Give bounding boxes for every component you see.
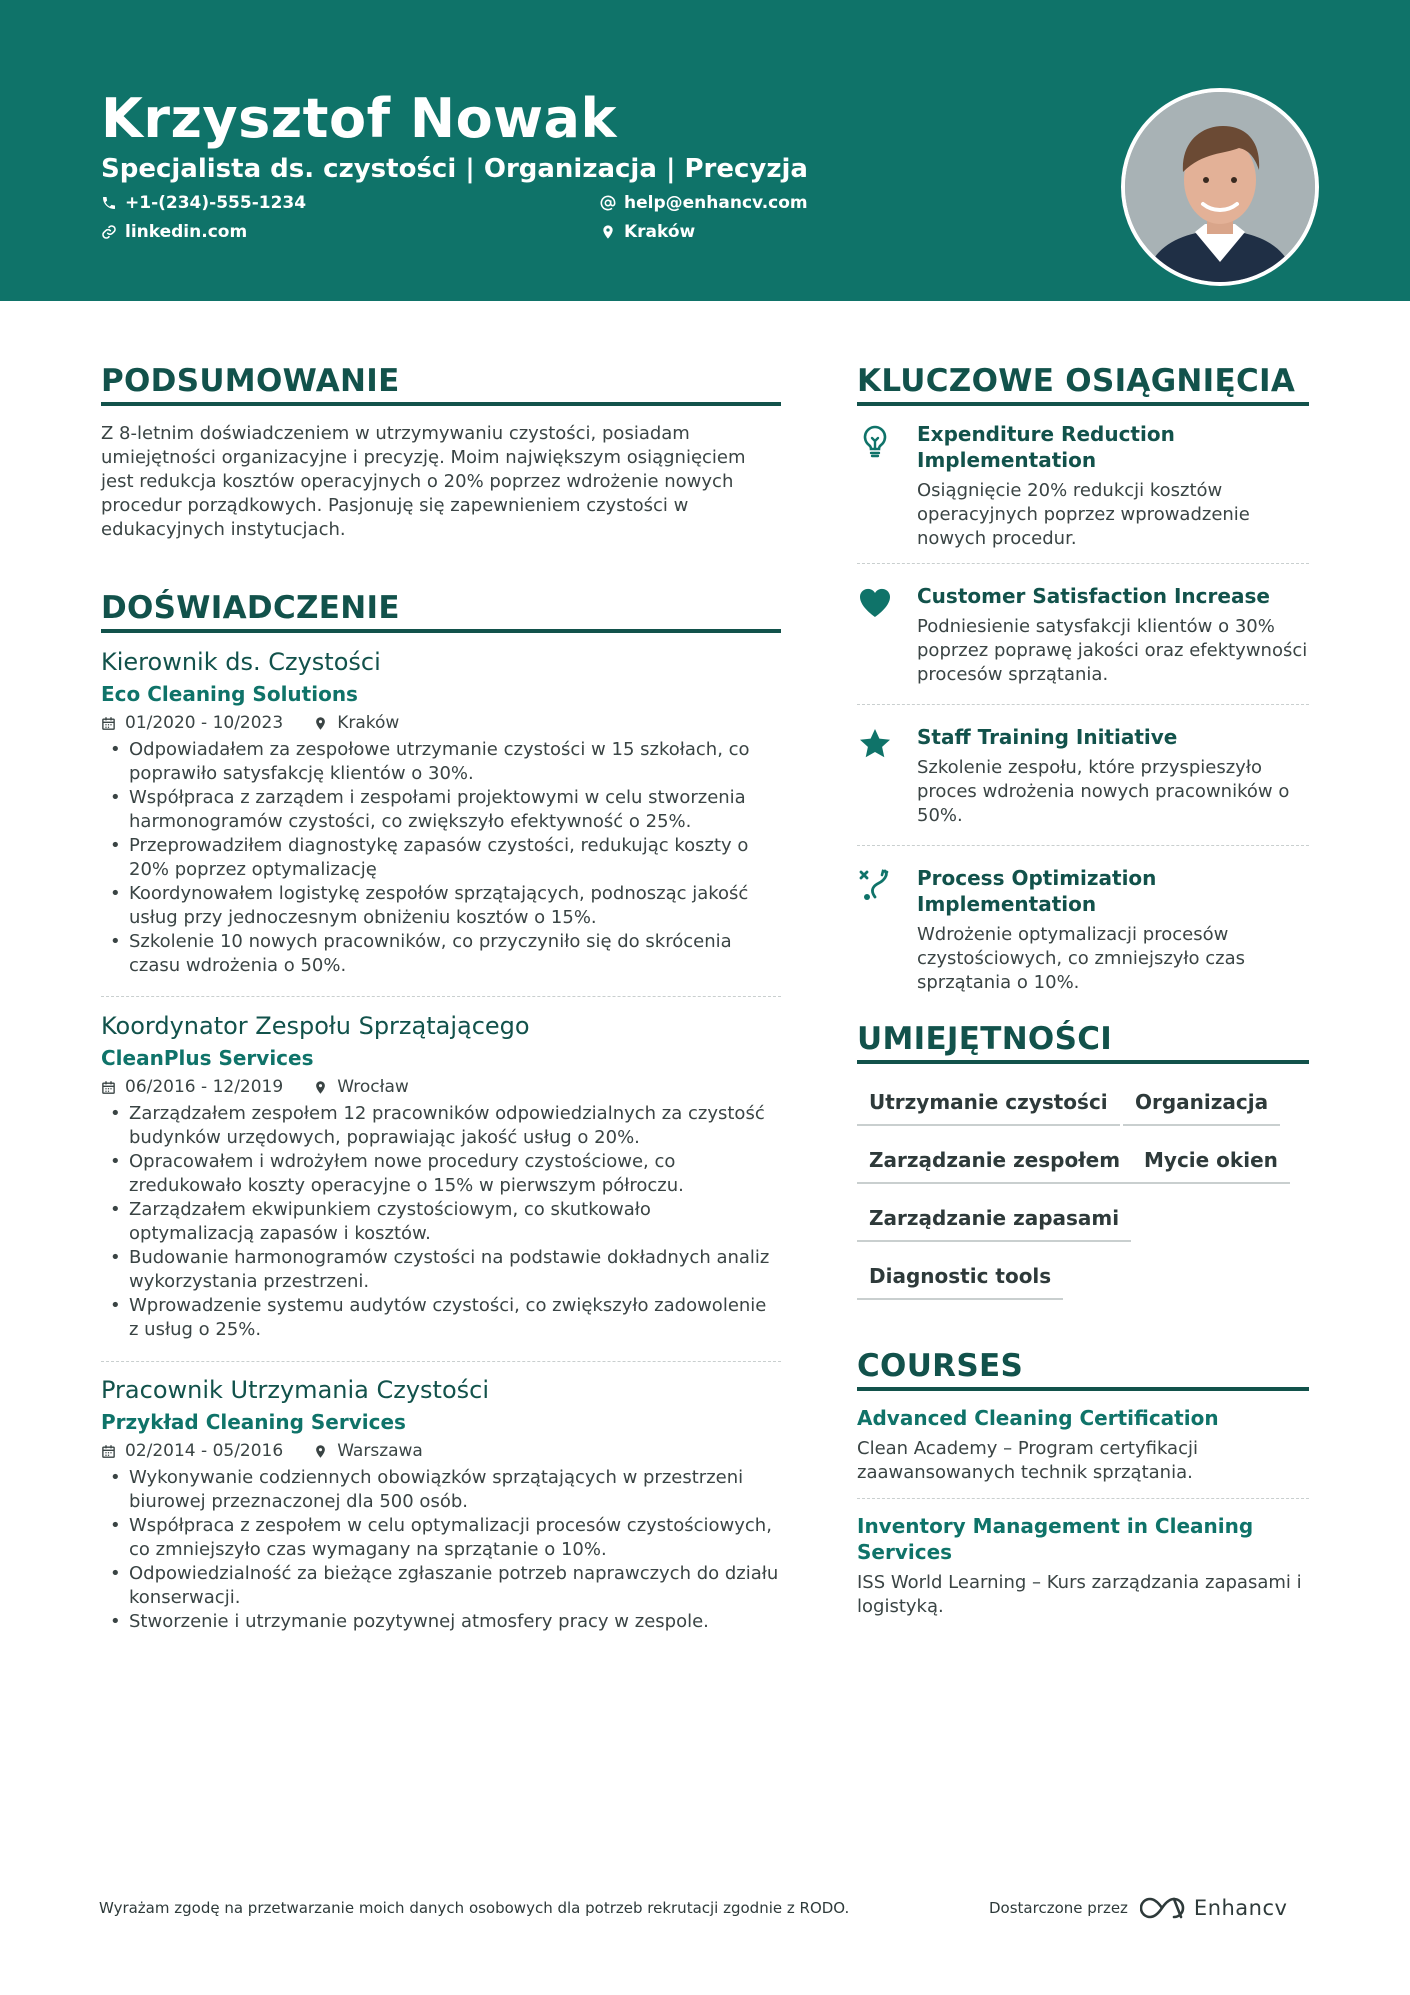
contact-location: [600, 220, 695, 244]
course-item: [857, 1405, 1309, 1485]
job-title: Pracownik Utrzymania Czystości: [101, 1376, 490, 1404]
star-icon: [857, 726, 897, 762]
summary-rule: [101, 402, 781, 406]
job-location: Wrocław: [337, 1077, 409, 1097]
route-icon: [857, 867, 897, 903]
job-bullet: • Wykonywanie codziennych obowiązków sprzątających w przestrzeni biurowej przeznaczonej dla 500 osób.: [101, 1466, 781, 1514]
job-entry: [101, 1374, 781, 1634]
map-pin-icon: [313, 716, 328, 731]
link-icon: [101, 224, 117, 240]
job-dates: 06/2016 - 12/2019: [125, 1077, 284, 1097]
skill-tag: Organizacja: [1123, 1088, 1280, 1126]
achievement-separator: [857, 563, 1309, 564]
job-bullet: • Współpraca z zarządem i zespołami projektowymi w celu stworzenia harmonogramów czystości, co zwiększyło efektywność o 25%.: [101, 786, 781, 834]
map-pin-icon: [313, 1444, 328, 1459]
skills-heading: UMIEJĘTNOŚCI: [857, 1021, 1113, 1057]
map-pin-icon: [313, 1080, 328, 1095]
brand-name: Enhancv: [1193, 1896, 1288, 1920]
achievement-title: Staff Training Initiative: [917, 725, 1178, 749]
contact-phone: [101, 191, 306, 215]
achievement-description: Szkolenie zespołu, które przyspieszyło proces wdrożenia nowych pracowników o 50%.: [917, 757, 1290, 826]
map-pin-icon: [600, 224, 616, 240]
course-item: [857, 1513, 1309, 1619]
course-separator: [857, 1498, 1309, 1499]
achievement-item: [857, 724, 1309, 828]
courses-rule: [857, 1387, 1309, 1391]
job-bullet: • Zarządzałem zespołem 12 pracowników odpowiedzialnych za czystość budynków urzędowych, poprawiając jakość usług o 20%.: [101, 1102, 781, 1150]
achievement-separator: [857, 704, 1309, 705]
skill-tag: Zarządzanie zapasami: [857, 1204, 1131, 1242]
job-dates: 01/2020 - 10/2023: [125, 713, 284, 733]
job-location: Warszawa: [337, 1441, 423, 1461]
job-company: CleanPlus Services: [101, 1046, 314, 1070]
job-bullet: • Szkolenie 10 nowych pracowników, co przyczyniło się do skrócenia czasu wdrożenia o 50%.: [101, 930, 781, 978]
job-bullets: [101, 1466, 781, 1634]
at-sign-icon: [600, 195, 616, 211]
achievement-item: [857, 583, 1309, 687]
job-location: Kraków: [337, 713, 400, 733]
linkedin-value[interactable]: linkedin.com: [125, 222, 248, 242]
location-value: Kraków: [624, 222, 696, 242]
job-separator: [101, 1361, 781, 1362]
resume-header: [0, 0, 1410, 301]
skill-tag: Diagnostic tools: [857, 1262, 1063, 1300]
candidate-headline: Specjalista ds. czystości | Organizacja | Precyzja: [101, 154, 808, 184]
gdpr-consent: Wyrażam zgodę na przetwarzanie moich danych osobowych dla potrzeb rekrutacji zgodnie z RODO.: [99, 1899, 850, 1917]
achievement-separator: [857, 845, 1309, 846]
achievement-title: Expenditure Reduction Implementation: [917, 422, 1175, 472]
job-dates: 02/2014 - 05/2016: [125, 1441, 284, 1461]
job-company: Przykład Cleaning Services: [101, 1410, 406, 1434]
footer-branding: [989, 1895, 1287, 1921]
job-meta: [101, 711, 781, 735]
skills-rule: [857, 1060, 1309, 1064]
job-company: Eco Cleaning Solutions: [101, 682, 358, 706]
course-title: Advanced Cleaning Certification: [857, 1406, 1219, 1430]
profile-photo-illustration: [1125, 92, 1315, 282]
skill-tag: Utrzymanie czystości: [857, 1088, 1120, 1126]
phone-value: +1-(234)-555-1234: [125, 193, 307, 213]
courses-heading: COURSES: [857, 1348, 1024, 1384]
experience-heading: DOŚWIADCZENIE: [101, 590, 400, 626]
job-meta: [101, 1075, 781, 1099]
job-bullets: [101, 1102, 781, 1342]
achievements-heading: KLUCZOWE OSIĄGNIĘCIA: [857, 363, 1296, 399]
enhancv-logo-icon: [1140, 1895, 1188, 1921]
contact-email[interactable]: [600, 191, 808, 215]
job-bullet: • Wprowadzenie systemu audytów czystości, co zwiększyło zadowolenie z usług o 25%.: [101, 1294, 781, 1342]
candidate-name: Krzysztof Nowak: [101, 87, 617, 150]
provided-by-label: Dostarczone przez: [989, 1899, 1128, 1917]
job-bullet: • Odpowiedzialność za bieżące zgłaszanie potrzeb naprawczych do działu konserwacji.: [101, 1562, 781, 1610]
achievement-description: Osiągnięcie 20% redukcji kosztów operacyjnych poprzez wprowadzenie nowych procedur.: [917, 480, 1250, 549]
job-bullets: [101, 738, 781, 978]
job-bullet: • Budowanie harmonogramów czystości na podstawie dokładnych analiz wykorzystania przestrzeni.: [101, 1246, 781, 1294]
job-bullet: • Koordynowałem logistykę zespołów sprzątających, podnosząc jakość usług przy jednoczesnym obniżeniu kosztów o 15%.: [101, 882, 781, 930]
skill-tag: Mycie okien: [1132, 1146, 1290, 1184]
summary-text: Z 8-letnim doświadczeniem w utrzymywaniu czystości, posiadam umiejętności organizacyjne i precyzję. Moim największym osiągnięciem jest redukcja kosztów operacyjnych o 20% poprzez wdrożenie nowych procedur porządkowych. Pasjonuję się zapewnieniem czystości w edukacyjnych instytucjach.: [101, 423, 746, 540]
skill-tag: Zarządzanie zespołem: [857, 1146, 1132, 1184]
achievement-description: Wdrożenie optymalizacji procesów czystościowych, co zmniejszyło czas sprzątania o 10%.: [917, 924, 1246, 993]
achievement-title: Process Optimization Implementation: [917, 866, 1157, 916]
profile-photo: [1121, 88, 1319, 286]
achievements-rule: [857, 402, 1309, 406]
job-bullet: • Stworzenie i utrzymanie pozytywnej atmosfery pracy w zespole.: [101, 1610, 781, 1634]
job-meta: [101, 1439, 781, 1463]
job-bullet: • Opracowałem i wdrożyłem nowe procedury czystościowe, co zredukowało koszty operacyjne o 15% w pierwszym półroczu.: [101, 1150, 781, 1198]
achievement-item: [857, 421, 1309, 551]
job-title: Kierownik ds. Czystości: [101, 648, 381, 676]
job-bullet: • Odpowiadałem za zespołowe utrzymanie czystości w 15 szkołach, co poprawiło satysfakcję klientów o 30%.: [101, 738, 781, 786]
job-bullet: • Zarządzałem ekwipunkiem czystościowym, co skutkowało optymalizacją zapasów i kosztów.: [101, 1198, 781, 1246]
summary-heading: PODSUMOWANIE: [101, 363, 400, 399]
job-bullet: • Przeprowadziłem diagnostykę zapasów czystości, redukując koszty o 20% poprzez optymalizację: [101, 834, 781, 882]
job-title: Koordynator Zespołu Sprzątającego: [101, 1012, 530, 1040]
calendar-icon: [101, 1444, 116, 1459]
achievement-description: Podniesienie satysfakcji klientów o 30% poprzez poprawę jakości oraz efektywności procesów sprzątania.: [917, 616, 1308, 685]
job-separator: [101, 996, 781, 997]
job-bullet: • Współpraca z zespołem w celu optymalizacji procesów czystościowych, co zmniejszyło czas wymagany na sprzątanie o 10%.: [101, 1514, 781, 1562]
calendar-icon: [101, 1080, 116, 1095]
contact-linkedin[interactable]: [101, 220, 247, 244]
achievement-title: Customer Satisfaction Increase: [917, 584, 1270, 608]
job-entry: [101, 1010, 781, 1342]
calendar-icon: [101, 716, 116, 731]
achievement-item: [857, 865, 1309, 995]
course-description: Clean Academy – Program certyfikacji zaawansowanych technik sprzątania.: [857, 1438, 1198, 1483]
lightbulb-icon: [857, 423, 897, 459]
email-value[interactable]: help@enhancv.com: [624, 193, 808, 213]
experience-rule: [101, 629, 781, 633]
phone-icon: [101, 195, 117, 211]
heart-icon: [857, 585, 897, 621]
job-entry: [101, 646, 781, 978]
course-title: Inventory Management in Cleaning Services: [857, 1514, 1254, 1564]
course-description: ISS World Learning – Kurs zarządzania zapasami i logistyką.: [857, 1572, 1302, 1617]
